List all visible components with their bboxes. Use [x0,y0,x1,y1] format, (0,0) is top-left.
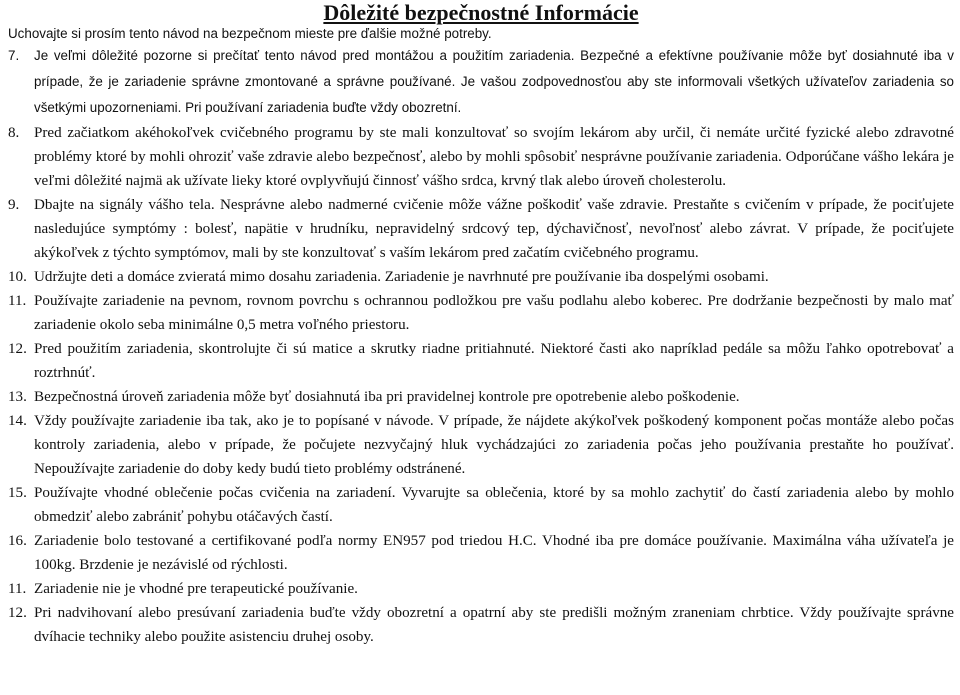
list-item-10 [8,265,954,289]
list-item-7 [8,43,954,121]
item-text: Udržujte deti a domáce zvieratá mimo dosahu zariadenia. Zariadenie je navrhnuté pre používanie iba dospelými osobami. [34,269,769,285]
list-item-15 [8,481,954,529]
item-number: 12. [8,605,27,621]
item-text: Zariadenie nie je vhodné pre terapeutické používanie. [34,581,358,597]
list-item-9 [8,193,954,265]
item-text: Bezpečnostná úroveň zariadenia môže byť dosiahnutá iba pri pravidelnej kontrole pre opotrebenie alebo poškodenie. [34,389,740,405]
list-item-11 [8,289,954,337]
list-item-11b [8,577,954,601]
item-text: Pred použitím zariadenia, skontrolujte či sú matice a skrutky riadne pritiahnuté. Niektoré časti ako napríklad pedále sa môžu ľahko opotrebovať a roztrhnúť. [34,341,954,381]
item-text: Vždy používajte zariadenie iba tak, ako je to popísané v návode. V prípade, že nájdete akýkoľvek poškodený komponent počas montáže alebo počas kontroly zariadenia, alebo v prípade, že počujete nezvyčajný hluk vychádzajúci zo zariadenia počas jeho používania prestaňte ho používať. Nepoužívajte zariadenie do doby kedy budú tieto problémy odstránené. [34,413,954,477]
list-item-14 [8,409,954,481]
item-text: Pri nadvihovaní alebo presúvaní zariadenia buďte vždy obozretní a opatrní aby ste predišli možným zraneniam chrbtice. Vždy používajte správne dvíhacie techniky alebo použite asistenciu druhej osoby. [34,605,954,645]
item-number: 11. [8,293,27,309]
item-number: 7. [8,48,20,63]
item-number: 15. [8,485,27,501]
item-number: 14. [8,413,27,429]
item-text: Používajte vhodné oblečenie počas cvičenia na zariadení. Vyvarujte sa oblečenia, ktoré by sa mohlo zachytiť do častí zariadenia alebo by mohlo obmedziť alebo zabrániť pohybu otáčavých častí. [34,485,954,525]
item-number: 10. [8,269,27,285]
list-item-16 [8,529,954,577]
item-number: 8. [8,125,20,141]
item-number: 16. [8,533,27,549]
page-title: Dôležité bezpečnostné Informácie [323,0,639,25]
item-number: 13. [8,389,27,405]
list-item-12b [8,601,954,649]
intro-text: Uchovajte si prosím tento návod na bezpečnom mieste pre ďalšie možné potreby. [8,26,492,41]
item-text: Je veľmi dôležité pozorne si prečítať tento návod pred montážou a použitím zariadenia. Bezpečné a efektívne používanie môže byť dosiahnuté iba v prípade, že je zariadenie správne zmontované a správne používané. Je vašou zodpovednosťou aby ste informovali všetkých užívateľov zariadenia so všetkými upozorneniami. Pri používaní zariadenia buďte vždy obozretní. [34,48,954,115]
item-text: Používajte zariadenie na pevnom, rovnom povrchu s ochrannou podložkou pre vašu podlahu alebo koberec. Pre dodržanie bezpečnosti by malo mať zariadenie okolo seba minimálne 0,5 metra voľného priestoru. [34,293,954,333]
item-number: 11. [8,581,27,597]
item-text: Pred začiatkom akéhokoľvek cvičebného programu by ste mali konzultovať so svojím lekárom aby určil, či nemáte určité fyzické alebo zdravotné problémy ktoré by mohli ohroziť vaše zdravie alebo bezpečnosť, alebo by mohli spôsobiť nesprávne používanie zariadenia. Odporúčane vášho lekára je veľmi dôležité najmä ak užívate lieky ktoré ovplyvňujú činnosť vášho srdca, krvný tlak alebo úroveň cholesterolu. [34,125,954,189]
item-text: Dbajte na signály vášho tela. Nesprávne alebo nadmerné cvičenie môže vážne poškodiť vaše zdravie. Prestaňte s cvičením v prípade, že pociťujete nasledujúce symptómy : bolesť, napätie v hrudníku, nepravidelný srdcový tep, dýchavičnosť, nevoľnosť alebo závrat. V prípade, že pociťujete akýkoľvek z týchto symptómov, mali by ste konzultovať s vaším lekárom pred začatím cvičebného programu. [34,197,954,261]
list-item-12 [8,337,954,385]
list-item-13 [8,385,954,409]
item-number: 9. [8,197,20,213]
item-number: 12. [8,341,27,357]
list-item-8 [8,121,954,193]
item-text: Zariadenie bolo testované a certifikované podľa normy EN957 pod triedou H.C. Vhodné iba pre domáce používanie. Maximálna váha užívateľa je 100kg. Brzdenie je nezávislé od rýchlosti. [34,533,954,573]
